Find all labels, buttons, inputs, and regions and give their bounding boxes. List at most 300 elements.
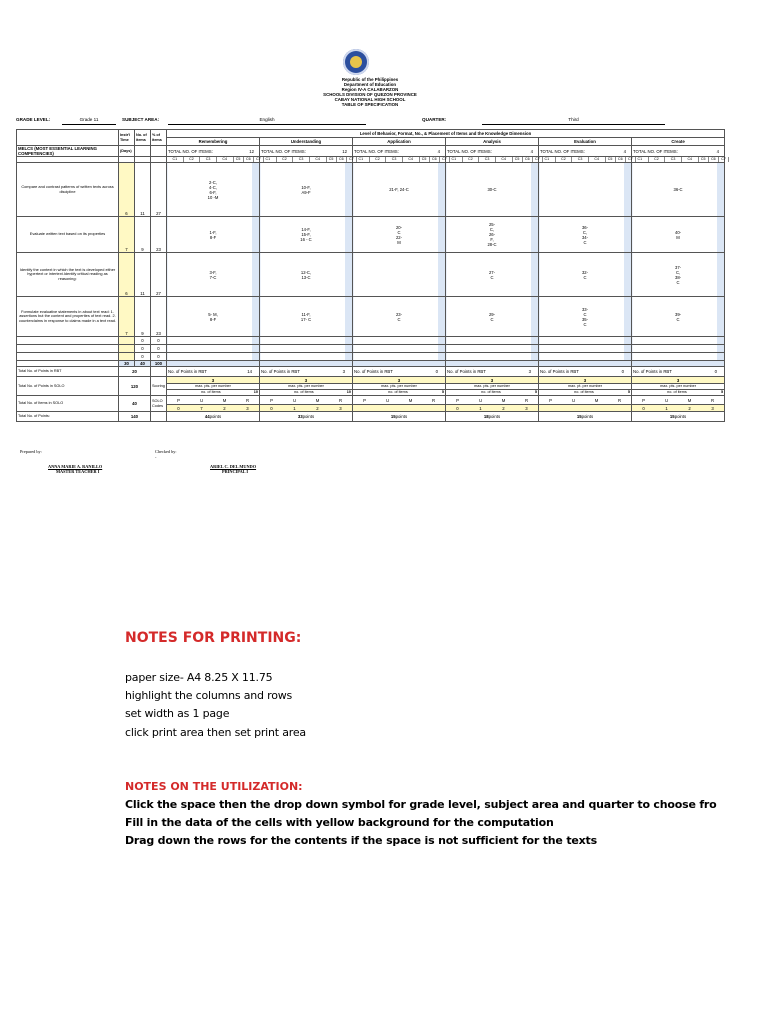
blank-days-cell[interactable] xyxy=(119,345,135,353)
solo-counts-cell[interactable] xyxy=(353,405,446,412)
total-items-cell xyxy=(539,146,632,157)
level-points-value: 18 xyxy=(483,414,489,419)
blank-pct-cell: 0 xyxy=(151,353,167,361)
solo-count[interactable]: 2 xyxy=(223,405,226,411)
table-of-specification xyxy=(16,129,725,422)
solo-codes-cell xyxy=(260,396,353,405)
max-points-label: max. pt. per number xyxy=(539,384,632,390)
solo-count[interactable] xyxy=(422,405,445,410)
table-row xyxy=(17,163,725,217)
rbt-points-value: 3 xyxy=(528,369,531,374)
total-items-value: 12 xyxy=(342,148,347,154)
total-points-label: Total No. of Points: xyxy=(17,412,119,422)
solo-code: U xyxy=(571,397,576,403)
item-placement-cell[interactable]: 14-F, 15-F, 16 - C xyxy=(260,217,353,253)
c-code: C7 xyxy=(254,157,264,162)
no-items-label: no. of items xyxy=(574,390,594,394)
item-placement-cell[interactable]: 3-F, 7-C xyxy=(167,253,260,297)
header-republic: Republic of the Philippines xyxy=(341,77,399,82)
blank-days-cell[interactable] xyxy=(119,337,135,345)
days-input[interactable]: 6 xyxy=(119,253,135,297)
solo-code: U xyxy=(664,397,669,403)
solo-codes-label: SOLO Codes xyxy=(151,396,167,412)
level-points-value: 15 xyxy=(576,414,582,419)
total-items-cell xyxy=(167,146,260,157)
table-row xyxy=(17,412,725,422)
no-items-value: 10 xyxy=(253,390,258,394)
quarter-dropdown[interactable]: Third xyxy=(482,117,665,125)
item-placement-cell[interactable]: 11-F, 17- C xyxy=(260,297,353,337)
notes-utilization-line: Click the space then the drop down symbol for grade level, subject area and quarter to choose fro xyxy=(125,798,717,811)
c-code: C5 xyxy=(234,157,244,162)
notes-printing-line: highlight the columns and rows xyxy=(125,689,293,702)
days-header: (Days) xyxy=(119,146,135,157)
solo-code: R xyxy=(524,397,529,403)
solo-count[interactable] xyxy=(539,405,562,410)
blank-melc-cell[interactable] xyxy=(17,345,119,353)
blank-cell xyxy=(353,353,446,361)
total-points-value: 140 xyxy=(119,412,151,422)
solo-code: R xyxy=(338,397,343,403)
total-items-value: 12 xyxy=(249,148,254,154)
level-points-value: 33 xyxy=(297,414,303,419)
c-code: C7 xyxy=(533,157,543,162)
table-cell xyxy=(151,146,167,157)
item-placement-cell[interactable]: 20- C 22- M xyxy=(353,217,446,253)
max-points-label: max. pts. per number xyxy=(260,384,353,390)
solo-count[interactable]: 2 xyxy=(688,405,691,411)
no-items-value: 5 xyxy=(441,390,444,394)
c-code: C7 xyxy=(719,157,729,162)
pct-items-header: % of items xyxy=(151,130,167,146)
solo-code: R xyxy=(245,397,250,403)
total-items-cell xyxy=(632,146,725,157)
blank-pct-cell: 0 xyxy=(151,337,167,345)
c-code: C1 xyxy=(260,157,277,162)
item-placement-cell[interactable]: 27- C xyxy=(446,253,539,297)
max-points-input[interactable]: 3 xyxy=(167,377,260,384)
item-placement-cell[interactable]: 21-F, 24-C xyxy=(353,163,446,217)
item-placement-cell[interactable]: 33- C 35- C xyxy=(539,297,632,337)
item-placement-cell[interactable]: 32- C xyxy=(539,253,632,297)
table-row xyxy=(17,353,725,361)
level-points-cell xyxy=(260,412,353,422)
level-header-analysis: Analysis xyxy=(446,138,539,146)
solo-count[interactable]: 0 xyxy=(177,405,180,411)
no-items-label: no. of items xyxy=(201,390,221,394)
solo-count[interactable]: 7 xyxy=(200,405,203,411)
blank-cell xyxy=(353,345,446,353)
no-items-value: 5 xyxy=(720,390,724,394)
days-input[interactable]: 6 xyxy=(119,163,135,217)
solo-code: U xyxy=(199,397,204,403)
preparer-name: ANNA MARIE A. RANILLO xyxy=(48,464,103,469)
blank-cell xyxy=(632,337,725,345)
notes-utilization-heading: NOTES ON THE UTILIZATION: xyxy=(125,780,303,793)
checker-title: PRINCIPAL I xyxy=(222,469,249,474)
items-cell: 9 xyxy=(135,297,151,337)
header-title: TABLE OF SPECIFICATION xyxy=(341,102,399,108)
c-code: C5 xyxy=(420,157,430,162)
melc-cell: Compare and contrast patterns of written texts across discipline xyxy=(17,163,119,217)
item-placement-cell[interactable]: 40- M xyxy=(632,217,725,253)
blank-cell xyxy=(167,337,260,345)
c-code: C6 xyxy=(430,157,440,162)
checked-by-label: Checked by: xyxy=(155,449,177,454)
item-placement-cell[interactable]: 5- M, 8-F xyxy=(167,297,260,337)
rbt-points-value: 0 xyxy=(714,369,718,374)
solo-counts-cell[interactable] xyxy=(539,405,632,412)
checked-by-dash: - xyxy=(155,455,157,460)
rbt-total: 20 xyxy=(119,367,151,377)
solo-codes-cell xyxy=(446,396,539,405)
item-placement-cell[interactable]: 29- C xyxy=(446,297,539,337)
pct-cell: 27 xyxy=(151,253,167,297)
level-header-evaluation: Evaluation xyxy=(539,138,632,146)
blank-cell xyxy=(167,345,260,353)
solo-code: U xyxy=(292,397,297,403)
c-code: C1 xyxy=(539,157,556,162)
solo-count[interactable]: 3 xyxy=(246,405,249,411)
quarter-label: QUARTER: xyxy=(422,117,447,122)
blank-cell xyxy=(632,353,725,361)
points-unit: points xyxy=(302,414,315,419)
solo-count[interactable] xyxy=(585,405,608,410)
rbt-points-label: No. of Points in RBT xyxy=(261,369,300,374)
total-items-label: TOTAL NO. OF ITEMS: xyxy=(447,148,492,154)
solo-count[interactable] xyxy=(376,405,399,410)
notes-printing-line: paper size- A4 8.25 X 11.75 xyxy=(125,671,273,684)
c-code: C5 xyxy=(513,157,523,162)
c-code: C5 xyxy=(606,157,616,162)
c-code: C2 xyxy=(556,157,573,162)
solo-count[interactable]: 2 xyxy=(316,405,319,411)
max-points-input[interactable]: 3 xyxy=(260,377,353,384)
solo-count[interactable]: 3 xyxy=(339,405,342,411)
max-points-label: max. pts. per number xyxy=(446,384,539,390)
item-placement-cell[interactable] xyxy=(353,253,446,297)
blank-pct-cell: 0 xyxy=(151,345,167,353)
header-division: SCHOOLS DIVISION OF QUEZON PROVINCE xyxy=(323,92,417,98)
header-school: CABAY NATIONAL HIGH SCHOOL xyxy=(334,97,406,103)
c-codes-cell xyxy=(167,157,260,163)
solo-code: R xyxy=(617,397,622,403)
c-code: C4 xyxy=(589,157,606,162)
scoring-label: Scoring xyxy=(151,377,167,396)
blank-cell xyxy=(260,345,353,353)
max-points-label: max. pts. per number xyxy=(353,384,446,390)
table-cell xyxy=(151,367,167,377)
item-placement-cell[interactable]: 10-F, A9-F xyxy=(260,163,353,217)
solo-code: P xyxy=(177,397,180,403)
table-row xyxy=(17,146,725,157)
c-code: C7 xyxy=(626,157,636,162)
total-items-value: 4 xyxy=(623,148,626,154)
item-placement-cell[interactable]: 12-C, 13-C xyxy=(260,253,353,297)
rbt-points-cell xyxy=(632,367,725,377)
c-code: C3 xyxy=(293,157,310,162)
solo-code: P xyxy=(642,397,645,403)
solo-count[interactable] xyxy=(562,405,585,410)
total-items-label: TOTAL NO. OF ITEMS: xyxy=(540,148,585,154)
notes-printing-heading: NOTES FOR PRINTING: xyxy=(125,630,302,646)
solo-code: M xyxy=(408,397,413,403)
item-placement-cell[interactable]: 23- C xyxy=(353,297,446,337)
grade-level-dropdown[interactable]: Grade 11 xyxy=(62,117,116,125)
total-items-label: TOTAL NO. OF ITEMS: xyxy=(261,148,306,154)
c-code: C4 xyxy=(217,157,234,162)
c-code: C2 xyxy=(277,157,294,162)
points-unit: points xyxy=(395,414,408,419)
rbt-points-label: No. of Points in RBT xyxy=(354,369,393,374)
solo-count[interactable]: 0 xyxy=(456,405,459,411)
blank-melc-cell[interactable] xyxy=(17,337,119,345)
solo-code: P xyxy=(363,397,366,403)
no-items-label: no. of items xyxy=(667,390,687,394)
blank-cell xyxy=(260,337,353,345)
solo-items-total: 40 xyxy=(119,396,151,412)
level-header-understanding: Understanding xyxy=(260,138,353,146)
blank-melc-cell[interactable] xyxy=(17,353,119,361)
points-unit: points xyxy=(674,414,687,419)
solo-counts-cell[interactable] xyxy=(167,405,260,412)
max-points-input[interactable]: 3 xyxy=(539,377,632,384)
c-code: C2 xyxy=(370,157,387,162)
solo-code: M xyxy=(315,397,320,403)
days-input[interactable]: 7 xyxy=(119,297,135,337)
total-days: 30 xyxy=(119,361,135,367)
days-input[interactable]: 7 xyxy=(119,217,135,253)
rbt-points-cell xyxy=(353,367,446,377)
solo-counts-cell[interactable] xyxy=(260,405,353,412)
items-cell: 11 xyxy=(135,163,151,217)
solo-code: U xyxy=(385,397,390,403)
blank-days-cell[interactable] xyxy=(119,353,135,361)
solo-code: P xyxy=(549,397,552,403)
level-header-create: Create xyxy=(632,138,725,146)
solo-count[interactable]: 3 xyxy=(525,405,528,411)
solo-code: P xyxy=(270,397,273,403)
level-points-cell xyxy=(167,412,260,422)
solo-total: 120 xyxy=(119,377,151,396)
c-code: C3 xyxy=(386,157,403,162)
level-points-cell xyxy=(539,412,632,422)
header-deped: Department of Education xyxy=(343,82,397,88)
table-row xyxy=(17,377,725,384)
melc-cell: Identify the context in which the text is developed either hypertext or intertext.Identify critical reading as reasoning: xyxy=(17,253,119,297)
table-cell xyxy=(135,146,151,157)
table-row xyxy=(17,337,725,345)
level-points-cell xyxy=(353,412,446,422)
c-codes-cell xyxy=(539,157,632,163)
blank-cell xyxy=(539,345,632,353)
rbt-points-label: No. of Points in RBT xyxy=(168,369,207,374)
grade-level-label: GRADE LEVEL: xyxy=(16,117,51,122)
c-codes-cell xyxy=(446,157,539,163)
total-items-value: 4 xyxy=(716,148,720,154)
melc-header-spacer xyxy=(17,130,119,146)
rbt-label: Total No. of Points in RBT xyxy=(17,367,119,377)
no-items-value: 10 xyxy=(346,390,351,394)
table-row xyxy=(17,367,725,377)
solo-count[interactable] xyxy=(608,405,631,410)
solo-label: Total No. of Points in SOLO xyxy=(17,377,119,396)
solo-code: U xyxy=(478,397,483,403)
no-of-items-header: No. of items xyxy=(135,130,151,146)
c-code: C6 xyxy=(709,157,719,162)
item-placement-cell[interactable]: 2-C, 4-C, 6-F, 10 -M xyxy=(167,163,260,217)
solo-counts-cell[interactable] xyxy=(446,405,539,412)
preparer-title: MASTER TEACHER I xyxy=(56,469,100,474)
no-items-value: 5 xyxy=(534,390,537,394)
solo-code: R xyxy=(431,397,436,403)
checker-name: ARIEL C. DEL MUNDO xyxy=(210,464,257,469)
total-items: 40 xyxy=(135,361,151,367)
rbt-points-cell xyxy=(539,367,632,377)
header-block xyxy=(250,77,490,108)
c-code: C6 xyxy=(616,157,626,162)
table-row xyxy=(17,345,725,353)
header-region: Region IV-A CALABARZON xyxy=(341,87,399,93)
solo-count[interactable] xyxy=(399,405,422,410)
c-code: C5 xyxy=(699,157,709,162)
solo-code: M xyxy=(594,397,599,403)
total-items-label: TOTAL NO. OF ITEMS: xyxy=(168,148,213,154)
solo-count[interactable]: 1 xyxy=(665,405,668,411)
solo-count[interactable]: 1 xyxy=(479,405,482,411)
item-placement-cell[interactable]: 39- C xyxy=(632,297,725,337)
c-code: C3 xyxy=(200,157,217,162)
solo-codes-cell xyxy=(353,396,446,405)
c-code: C7 xyxy=(347,157,357,162)
subject-area-label: SUBJECT AREA: xyxy=(122,117,160,122)
solo-codes-cell xyxy=(539,396,632,405)
pct-cell: 23 xyxy=(151,297,167,337)
solo-code: P xyxy=(456,397,459,403)
total-items-label: TOTAL NO. OF ITEMS: xyxy=(354,148,399,154)
level-header-remembering: Remembering xyxy=(167,138,260,146)
c-codes-cell xyxy=(353,157,446,163)
item-placement-cell[interactable] xyxy=(539,163,632,217)
solo-count[interactable] xyxy=(353,405,376,410)
subject-area-dropdown[interactable]: English xyxy=(168,117,366,125)
items-cell: 11 xyxy=(135,253,151,297)
table-row xyxy=(17,396,725,405)
solo-codes-cell xyxy=(167,396,260,405)
no-items-label: no. of items xyxy=(481,390,501,394)
notes-utilization-line: Fill in the data of the cells with yellow background for the computation xyxy=(125,816,554,829)
item-placement-cell[interactable]: 36-C xyxy=(632,163,725,217)
notes-utilization-line: Drag down the rows for the contents if the space is not sufficient for the texts xyxy=(125,834,597,847)
c-code: C6 xyxy=(244,157,254,162)
solo-code: M xyxy=(222,397,227,403)
blank-items-cell: 0 xyxy=(135,345,151,353)
solo-code: M xyxy=(687,397,692,403)
table-row xyxy=(17,253,725,297)
item-placement-cell[interactable]: 36- C, 34- C xyxy=(539,217,632,253)
c-code: C5 xyxy=(327,157,337,162)
solo-count[interactable]: 0 xyxy=(270,405,273,411)
solo-count[interactable]: 0 xyxy=(642,405,645,411)
points-unit: points xyxy=(488,414,501,419)
table-cell xyxy=(151,412,167,422)
level-points-value: 44 xyxy=(204,414,210,419)
solo-counts-cell[interactable] xyxy=(632,405,725,412)
level-points-value: 15 xyxy=(390,414,396,419)
max-points-input[interactable]: 3 xyxy=(353,377,446,384)
c-code: C4 xyxy=(682,157,699,162)
c-code: C7 xyxy=(440,157,450,162)
total-pct: 100 xyxy=(151,361,167,367)
solo-code: M xyxy=(501,397,506,403)
blank-items-cell: 0 xyxy=(135,353,151,361)
item-placement-cell[interactable]: 30-C xyxy=(446,163,539,217)
deped-seal-logo xyxy=(343,49,369,75)
blank-cell xyxy=(353,337,446,345)
points-unit: points xyxy=(581,414,594,419)
total-items-value: 4 xyxy=(530,148,533,154)
rbt-points-cell xyxy=(167,367,260,377)
total-items-label: TOTAL NO. OF ITEMS: xyxy=(633,148,678,154)
blank-cell xyxy=(539,337,632,345)
solo-count[interactable]: 1 xyxy=(293,405,296,411)
no-items-value: 5 xyxy=(627,390,630,394)
solo-count[interactable]: 2 xyxy=(502,405,505,411)
item-placement-cell[interactable]: 25- C, 26- F, 28-C xyxy=(446,217,539,253)
melc-header: MELCS (MOST ESSENTIAL LEARNING COMPETENCIES) xyxy=(17,146,119,157)
pct-cell: 23 xyxy=(151,217,167,253)
blank-cell xyxy=(539,353,632,361)
rbt-points-cell xyxy=(260,367,353,377)
total-items-value: 4 xyxy=(437,148,440,154)
solo-codes-cell xyxy=(632,396,725,405)
blank-cell xyxy=(260,353,353,361)
blank-cell xyxy=(446,337,539,345)
c-code: C4 xyxy=(496,157,513,162)
total-items-cell xyxy=(260,146,353,157)
rbt-points-label: No. of Points in RBT xyxy=(447,369,486,374)
c-code: C1 xyxy=(446,157,463,162)
solo-items-label: Total No. of Items in SOLO xyxy=(17,396,119,412)
max-points-label: max. pts. per number xyxy=(632,384,725,390)
c-code: C1 xyxy=(353,157,370,162)
c-code: C1 xyxy=(632,157,649,162)
item-placement-cell[interactable]: 1-F, 8-F xyxy=(167,217,260,253)
level-points-cell xyxy=(446,412,539,422)
blank-cell xyxy=(632,345,725,353)
rbt-points-label: No. of Points in RBT xyxy=(633,369,672,374)
blank-cell xyxy=(446,345,539,353)
table-row xyxy=(17,217,725,253)
rbt-points-value: 3 xyxy=(342,369,345,374)
blank-items-cell: 0 xyxy=(135,337,151,345)
max-points-input[interactable]: 3 xyxy=(632,377,725,384)
solo-count[interactable]: 3 xyxy=(711,405,714,411)
rbt-points-value: 14 xyxy=(247,369,252,374)
instructional-time-header: Instr'l Time xyxy=(119,130,135,146)
prepared-by-label: Prepared by: xyxy=(20,449,42,454)
rbt-points-value: 0 xyxy=(435,369,438,374)
c-code: C3 xyxy=(572,157,589,162)
melc-cell: Evaluate written text based on its properties xyxy=(17,217,119,253)
total-items-cell xyxy=(353,146,446,157)
blank-cell xyxy=(167,353,260,361)
item-placement-cell[interactable]: 37- C, 38- C xyxy=(632,253,725,297)
c-codes-cell xyxy=(632,157,725,163)
c-code: C2 xyxy=(463,157,480,162)
max-points-input[interactable]: 3 xyxy=(446,377,539,384)
melc-cell: Formulate evaluative statements in about text read: 1. assertions but the content and properties of text read. 2. counterclaims in response to claims made in a text read. xyxy=(17,297,119,337)
